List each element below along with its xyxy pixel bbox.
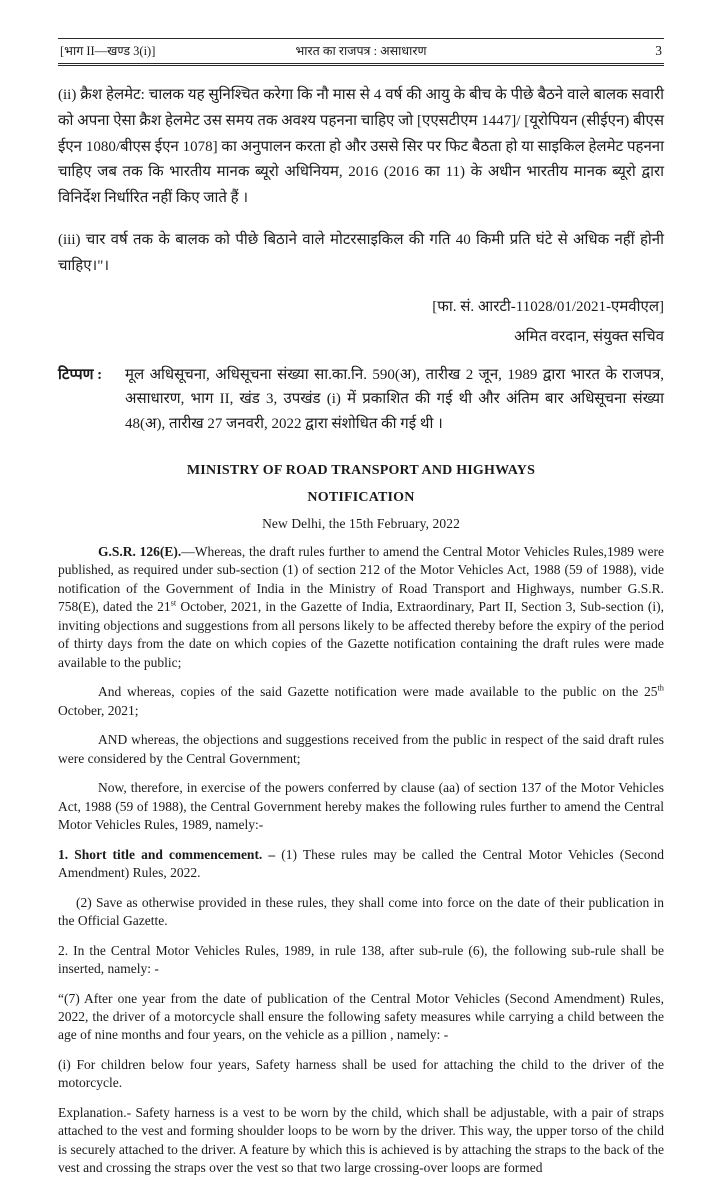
clause-i-paragraph: (i) For children below four years, Safety harness shall be used for attaching the child to the driver of the motorcycle. [58,1056,664,1091]
and-whereas-text-1: And whereas, copies of the said Gazette notification were made available to the public on the 25 [98,684,658,700]
file-number: [फा. सं. आरटी-11028/01/2021-एमवीएल] [432,298,664,315]
gsr-number: G.S.R. 126(E). [98,543,182,559]
signatory: अमित वरदान, संयुक्त सचिव [514,329,664,346]
rule-1-text: (1) These rules may be called the Central Motor Vehicles (Second Amendment) Rules, 2022. [58,846,665,881]
now-therefore-paragraph: Now, therefore, in exercise of the powers conferred by clause (aa) of section 137 of the Motor Vehicles Act, 1988 (59 of 1988), the Central Government hereby makes the following rules further to amend the Central Motor Vehicles Rules, 1989, namely:- [58,780,664,833]
hindi-clause-iii: (iii) चार वर्ष तक के बालक को पीछे बिठाने वाले मोटरसाइकिल की गति 40 किमी प्रति घंटे से अधिक नहीं होनी चाहिए।"। [58,231,664,274]
explanation-paragraph: Explanation.- Safety harness is a vest to be worn by the child, which shall be adjustable, with a pair of straps attached to the vest and forming shoulder loops to be worn by the driver. This way, the upper torso of the child is securely attached to the driver. A feature by which this is achieved is by attaching the straps to the back of the vest and crossing the straps over the vest so that two large crossing-over loops are formed [58,1104,664,1176]
page-header [58,38,664,66]
ordinal-th: th [657,683,664,693]
gsr-text-2: October, 2021, in the Gazette of India, Extraordinary, Part II, Section 3, Sub-section (i), inviting objections and suggestions from all persons likely to be affected thereby before the expiry of the period of thirty days from the date on which copies of the Gazette notification containing the draft rules were made available to the public; [58,599,664,670]
hindi-footnote [58,363,664,437]
dateline: New Delhi, the 15th February, 2022 [262,515,460,531]
rule-1-sub-2-paragraph: (2) Save as otherwise provided in these rules, they shall come into force on the date of their publication in the Official Gazette. [58,894,664,929]
hindi-clause-ii: (ii) क्रैश हेलमेट: चालक यह सुनिश्चित करेगा कि नौ मास से 4 वर्ष की आयु के बीच के पीछे बैठने वाले बालक सवारी को अपना ऐसा क्रैश हेलमेट उस समय तक अवश्य पहनना चाहिए जो [एएसटीएम 1447]/ [यूरोपियन (सीईएन) बीएस ईएन 1080/बीएस ईएन 1078] का अनुपालन करता हो और उससे सिर पर फिट बैठता हो या साइकिल हेलमेट पहनना चाहिए जब तक कि भारतीय मानक ब्यूरो अधिनियम, 2016 (2016 का 11) के अधीन भारतीय मानक ब्यूरो द्वारा विनिर्देश निर्धारित नहीं किए जाते हैं । [58,87,664,207]
gsr-paragraph [58,543,664,672]
rule-1-title: Short title and commencement. – [68,846,276,862]
header-part-section: [भाग II—खण्ड 3(i)] [60,44,156,58]
gsr-text-1: —Whereas, the draft rules further to amend the Central Motor Vehicles Rules,1989 were published, as required under sub-section (1) of section 212 of the Motor Vehicles Act, 1988 (59 of 1988), vide notification of the Government of India in the Ministry of Road Transport and Highways, number G.S.R. 758(E), dated the 21 [58,543,664,615]
header-gazette-title: भारत का राजपत्र : असाधारण [295,44,427,58]
footnote-text: मूल अधिसूचना, अधिसूचना संख्या सा.का.नि. 590(अ), तारीख 2 जून, 1989 द्वारा भारत के राजपत्र, असाधारण, भाग II, खंड 3, उपखंड (i) में प्रकाशित की गई थी और अंतिम बार अधिसूचना संख्या 48(अ), तारीख 27 जनवरी, 2022 द्वारा संशोधित की गई थी । [125,366,664,433]
rule-2-paragraph: 2. In the Central Motor Vehicles Rules, 1989, in rule 138, after sub-rule (6), the following sub-rule shall be inserted, namely: - [58,942,664,977]
and-whereas-2-paragraph: AND whereas, the objections and suggestions received from the public in respect of the said draft rules were considered by the Central Government; [58,732,664,766]
ordinal-st: st [170,598,177,608]
rule-1-number: 1. [58,846,69,862]
ministry-heading: MINISTRY OF ROAD TRANSPORT AND HIGHWAYS [186,462,536,478]
rule-1-paragraph [58,846,664,883]
sub-rule-7-paragraph: “(7) After one year from the date of publication of the Central Motor Vehicles (Second Amendment) Rules, 2022, the driver of a motorcycle shall ensure the following safety measures while carrying a child between the age of nine months and four years, on the vehicle as a pillion , namely: - [58,990,664,1043]
page-number: 3 [655,43,662,58]
footnote-label: टिप्पण : [58,366,103,383]
notification-heading: NOTIFICATION [307,489,415,505]
and-whereas-text-2: October, 2021; [58,702,139,718]
and-whereas-paragraph [58,683,664,720]
